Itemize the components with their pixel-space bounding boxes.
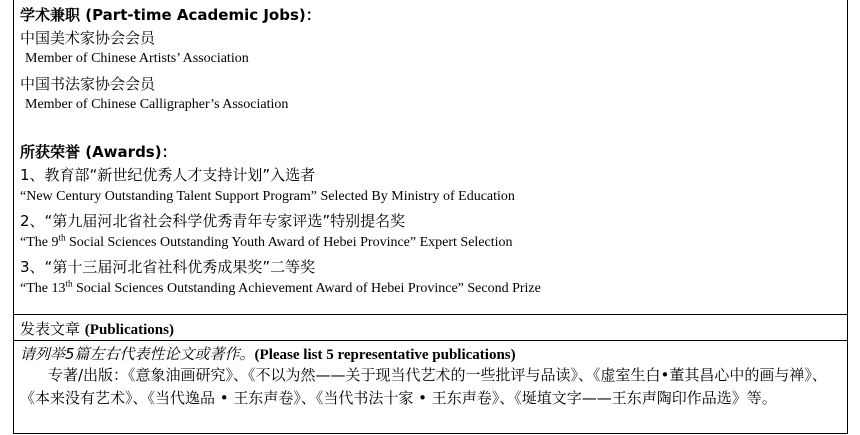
academic-job-en: Member of Chinese Artists’ Association — [25, 51, 249, 66]
award-cn: 2、“第九届河北省社会科学优秀青年专家评选”特别提名奖 — [20, 212, 406, 230]
academic-job-en: Member of Chinese Calligrapher’s Association — [25, 97, 289, 112]
awards-heading: 所获荣誉 (Awards)： — [20, 143, 177, 161]
award-en: “New Century Outstanding Talent Support Program” Selected By Ministry of Education — [20, 189, 515, 204]
publications-list: 专著/出版：《意象油画研究》、《不以为然——关于现当代艺术的一些批评与品读》、《虚室生白•董其昌心中的画与禅》、《本来没有艺术》、《当代逸品 • 王东声卷》、《当代书法十家 • 王东声卷》、《埏埴文字——王东声陶印作品选》等。 — [20, 366, 827, 407]
publications-heading: 发表文章 (Publications) — [20, 320, 174, 338]
resume-table — [13, 0, 848, 434]
award-cn: 3、“第十三届河北省社科优秀成果奖”二等奖 — [20, 258, 316, 276]
academic-jobs-heading: 学术兼职 (Part-time Academic Jobs)： — [20, 6, 321, 24]
publications-instruction: 请列举5篇左右代表性论文或著作。(Please list 5 representative publications) — [20, 345, 516, 363]
row-divider — [14, 340, 847, 341]
award-en: “The 13th Social Sciences Outstanding Achievement Award of Hebei Province” Second Prize — [20, 278, 541, 296]
academic-job-cn: 中国书法家协会会员 — [20, 75, 156, 93]
academic-job-cn: 中国美术家协会会员 — [20, 29, 156, 47]
award-cn: 1、教育部“新世纪优秀人才支持计划”入选者 — [20, 166, 316, 184]
row-divider — [14, 314, 847, 315]
award-en: “The 9th Social Sciences Outstanding Youth Award of Hebei Province” Expert Selection — [20, 232, 513, 250]
